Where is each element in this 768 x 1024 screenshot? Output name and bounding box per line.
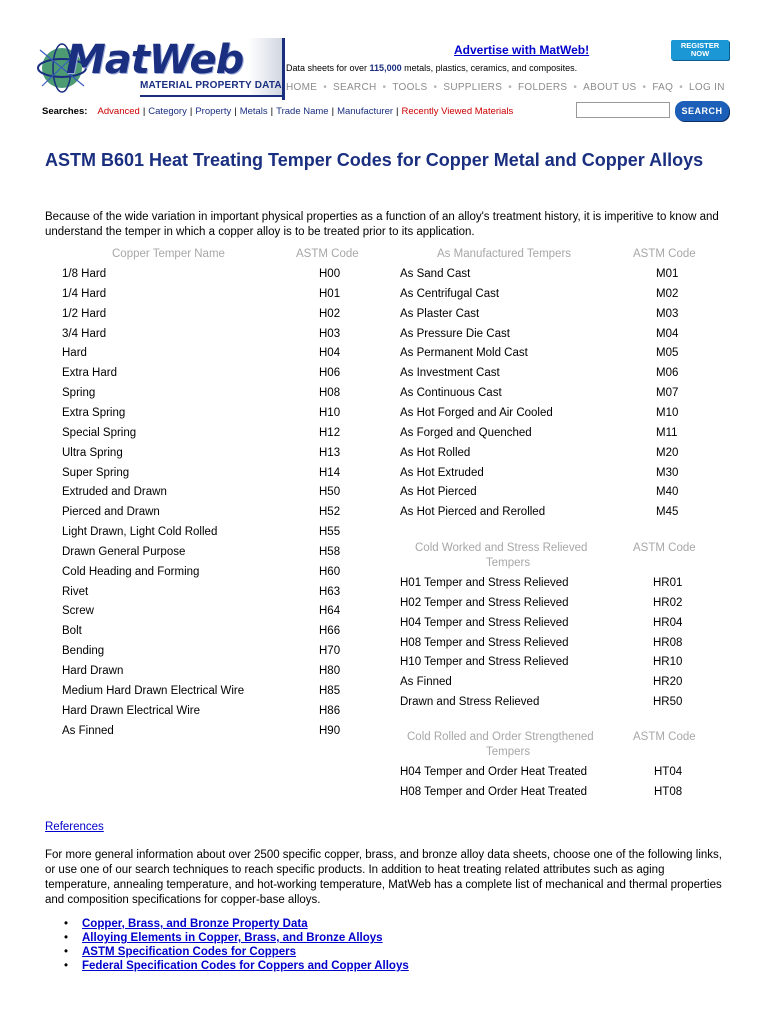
recently-viewed-link[interactable]: Recently Viewed Materials [401,106,514,117]
table-row [62,447,362,467]
temper-name: H08 Temper and Order Heat Treated [400,785,588,798]
search-manufacturer-link[interactable]: Manufacturer [337,106,394,117]
table-row [62,705,362,725]
astm-code: M01 [656,268,679,280]
bullet: • [64,960,69,972]
astm-code: M06 [656,367,679,380]
table-row [62,328,362,348]
top-nav [286,82,725,93]
astm-code: H04 [319,347,341,360]
table-row [400,367,720,387]
table-row [400,467,720,487]
table-row [400,617,720,637]
temper-name: As Hot Pierced [400,486,477,499]
nav-separator: • [573,82,578,93]
list-item [64,931,409,945]
temper-name: Extra Hard [62,367,117,380]
list-item [64,959,409,973]
intro-paragraph: Because of the wide variation in important physical properties as a function of an alloy's treatment history, it is imperitive to know and understand the temper in which a copper alloy is to be treated prior to its application. [45,211,719,238]
bullet: • [64,946,69,958]
temper-name: 1/4 Hard [62,287,107,300]
table-row [62,506,362,526]
nav-separator: • [508,82,512,93]
temper-name: Rivet [62,585,89,598]
search-advanced-link[interactable]: Advanced [97,106,140,117]
table-row [400,656,720,676]
astm-code: H03 [319,327,341,340]
column-header-cold-worked-line2: Tempers [486,557,531,569]
temper-name: As Hot Pierced and Rerolled [400,506,546,519]
column-header-astm-code: ASTM Code [633,542,696,554]
temper-name: H02 Temper and Stress Relieved [400,596,569,609]
astm-code: HR20 [653,676,683,689]
bullet: • [64,932,69,944]
table-row [400,597,720,617]
table-row [400,347,720,367]
temper-name: Hard [62,347,87,360]
table-row [62,268,362,288]
temper-name: 1/8 Hard [62,268,107,280]
table-row [400,268,720,288]
column-header-cold-rolled-line2: Tempers [486,746,531,758]
astm-code: M07 [656,387,679,400]
page-title: ASTM B601 Heat Treating Temper Codes for Copper Metal and Copper Alloys [45,150,704,170]
table-row [62,546,362,566]
table-row [62,566,362,586]
table-row [62,605,362,625]
table-row [62,367,362,387]
temper-name: Hard Drawn Electrical Wire [62,704,201,717]
astm-code: M11 [656,426,678,439]
temper-name: Ultra Spring [62,446,123,459]
nav-tools[interactable]: TOOLS [392,82,428,93]
temper-name: Screw [62,605,94,618]
astm-code: H64 [319,605,341,618]
table-row [62,526,362,546]
matweb-logo[interactable] [36,38,284,96]
temper-name: As Centrifugal Cast [400,287,500,300]
temper-name: As Forged and Quenched [400,426,532,439]
table-row [62,407,362,427]
astm-code: M20 [656,446,679,459]
astm-code: H13 [319,446,341,459]
table-row [400,427,720,447]
temper-name: Hard Drawn [62,665,124,677]
temper-name: Bolt [62,625,82,638]
astm-code: H10 [319,406,341,419]
astm-code: H63 [319,585,341,598]
search-metals-link[interactable]: Metals [239,106,268,117]
temper-name: Extruded and Drawn [62,486,167,499]
temper-name: Drawn General Purpose [62,545,186,558]
temper-name: As Pressure Die Cast [400,327,510,340]
site-header [0,0,768,125]
temper-name: Super Spring [62,466,130,479]
federal-specification-codes-link[interactable]: Federal Specification Codes for Coppers and Copper Alloys [82,960,409,972]
table-row [62,467,362,487]
column-header-astm-code: ASTM Code [633,248,696,260]
nav-about-us[interactable]: ABOUT US [583,82,637,93]
temper-name: As Hot Extruded [400,466,484,479]
site-tagline [286,63,577,73]
temper-name: As Plaster Cast [400,307,480,320]
search-property-link[interactable]: Property [195,106,232,117]
temper-name: Spring [62,387,96,400]
temper-name: Drawn and Stress Relieved [400,696,540,709]
astm-code: M45 [656,506,679,519]
table-row [62,288,362,308]
register-label-line2: NOW [690,49,710,58]
astm-code: H08 [319,387,341,400]
astm-code: H86 [319,704,341,717]
table-row [400,786,720,806]
temper-name: Extra Spring [62,406,126,419]
table-row [400,676,720,696]
table-row [400,407,720,427]
table-row [62,586,362,606]
table-row [400,766,720,786]
temper-name: As Continuous Cast [400,387,502,400]
table-row [400,577,720,597]
tagline-suffix: metals, plastics, ceramics, and composites. [401,63,578,73]
table-row [62,486,362,506]
tagline-count: 115,000 [369,63,402,73]
astm-code: H52 [319,506,341,519]
search-trade-name-link[interactable]: Trade Name [276,106,329,117]
column-header-cold-worked: Cold Worked and Stress Relieved [415,542,588,554]
astm-code: M30 [656,466,679,479]
table-row [400,308,720,328]
alloying-elements-link[interactable]: Alloying Elements in Copper, Brass, and Bronze Alloys [82,932,383,944]
search-input[interactable] [576,102,670,118]
astm-code: H14 [319,466,341,479]
astm-code: HR01 [653,577,683,589]
table-row [400,696,720,716]
reference-link-list [64,917,409,973]
temper-name: As Finned [62,724,114,737]
temper-name: 3/4 Hard [62,327,107,340]
astm-code: H50 [319,486,341,499]
logo-underline [140,95,284,97]
astm-code: H80 [319,665,341,677]
column-header-astm-code: ASTM Code [633,731,696,743]
column-header-manufactured: As Manufactured Tempers [437,248,572,260]
temper-name: Pierced and Drawn [62,506,160,519]
astm-code: H55 [319,526,341,539]
temper-name: H04 Temper and Order Heat Treated [400,766,588,778]
table-row [62,308,362,328]
search-button[interactable]: SEARCH [675,101,729,121]
temper-name: Light Drawn, Light Cold Rolled [62,526,218,539]
temper-name: Cold Heading and Forming [62,565,200,578]
astm-code: HR08 [653,636,683,649]
astm-code: M02 [656,287,679,300]
nav-separator: • [323,82,328,93]
temper-name: Medium Hard Drawn Electrical Wire [62,684,245,697]
temper-name: As Hot Forged and Air Cooled [400,406,553,419]
table-row [400,506,720,526]
temper-name: H01 Temper and Stress Relieved [400,577,569,589]
table-row [62,725,362,745]
nav-suppliers[interactable]: SUPPLIERS [443,82,503,93]
bullet: • [64,918,69,930]
nav-log-in[interactable]: LOG IN [689,82,725,93]
searches-label: Searches: [42,106,88,117]
astm-code: HR50 [653,696,683,709]
astm-code: H01 [319,287,341,300]
astm-code: H90 [319,724,341,737]
register-now-button[interactable] [671,40,729,60]
temper-name: As Finned [400,676,452,689]
advertise-link[interactable]: Advertise with MatWeb! [454,43,590,57]
astm-code: H12 [319,426,341,439]
copper-brass-bronze-property-link[interactable]: Copper, Brass, and Bronze Property Data [82,918,308,930]
astm-code: H06 [319,367,341,380]
table-row [400,447,720,467]
table-row [400,328,720,348]
astm-code: M05 [656,347,679,360]
table-row [62,665,362,685]
astm-code: HT04 [654,766,683,778]
astm-code: M04 [656,327,679,340]
temper-name: H10 Temper and Stress Relieved [400,656,569,669]
astm-code: H70 [319,645,341,658]
table-row [62,685,362,705]
astm-specification-codes-link[interactable]: ASTM Specification Codes for Coppers [82,946,297,958]
more-info-paragraph: For more general information about over 2500 specific copper, brass, and bronze alloy data sheets, choose one of the following links, or use one of our search techniques to reach specific products. In addition to heat treating related attributes such as aging temperature, annealing temperature, and hot-working temperature, MatWeb has a complete list of mechanical and thermal properties and composition specifications for copper-base alloys. [45,849,722,906]
nav-separator: • [642,82,647,93]
nav-separator: • [382,82,387,93]
table-row [62,387,362,407]
list-item [64,945,409,959]
tagline-prefix: Data sheets for over [286,63,370,73]
nav-faq[interactable]: FAQ [652,82,674,93]
temper-name: Bending [62,645,105,658]
table-row [62,645,362,665]
table-row [62,427,362,447]
nav-separator: • [433,82,438,93]
temper-name: 1/2 Hard [62,307,107,320]
astm-code: M10 [656,406,679,419]
table-row [400,288,720,308]
astm-code: HR02 [653,596,683,609]
table-row [62,625,362,645]
logo-wordmark: MatWeb [66,37,244,83]
astm-code: M03 [656,307,679,320]
astm-code: H02 [319,307,341,320]
astm-code: H66 [319,625,341,638]
column-header-astm-code: ASTM Code [296,248,359,260]
temper-name: H04 Temper and Stress Relieved [400,616,569,629]
astm-code: HT08 [654,785,683,798]
temper-name: As Sand Cast [400,268,471,280]
temper-name: As Permanent Mold Cast [400,347,528,360]
table-row [400,486,720,506]
table-row [400,637,720,657]
table-row [400,387,720,407]
astm-code: HR10 [653,656,683,669]
register-label-line1: REGISTER [680,41,720,50]
search-links-row: Searches: Advanced | Category | Property | Metals | Trade Name | Manufacturer | Recently Viewed Materials [42,106,514,117]
search-category-link[interactable]: Category [148,106,187,117]
logo-subtitle: MATERIAL PROPERTY DATA [140,80,282,91]
astm-code: H00 [319,268,341,280]
temper-name: Special Spring [62,426,137,439]
temper-name: As Hot Rolled [400,446,471,459]
astm-code: H58 [319,545,341,558]
nav-search[interactable]: SEARCH [333,82,377,93]
table-row [62,347,362,367]
nav-separator: • [679,82,684,93]
nav-folders[interactable]: FOLDERS [518,82,568,93]
nav-home[interactable]: HOME [286,82,318,93]
astm-code: H60 [319,565,341,578]
list-item [64,917,409,931]
temper-name: As Investment Cast [400,367,500,380]
column-header-temper-name: Copper Temper Name [112,248,225,260]
astm-code: M40 [656,486,679,499]
header-divider [282,38,285,100]
column-header-cold-rolled: Cold Rolled and Order Strengthened [407,731,594,743]
temper-name: H08 Temper and Stress Relieved [400,636,569,649]
references-link[interactable]: References [45,821,104,833]
astm-code: HR04 [653,616,683,629]
astm-code: H85 [319,684,341,697]
